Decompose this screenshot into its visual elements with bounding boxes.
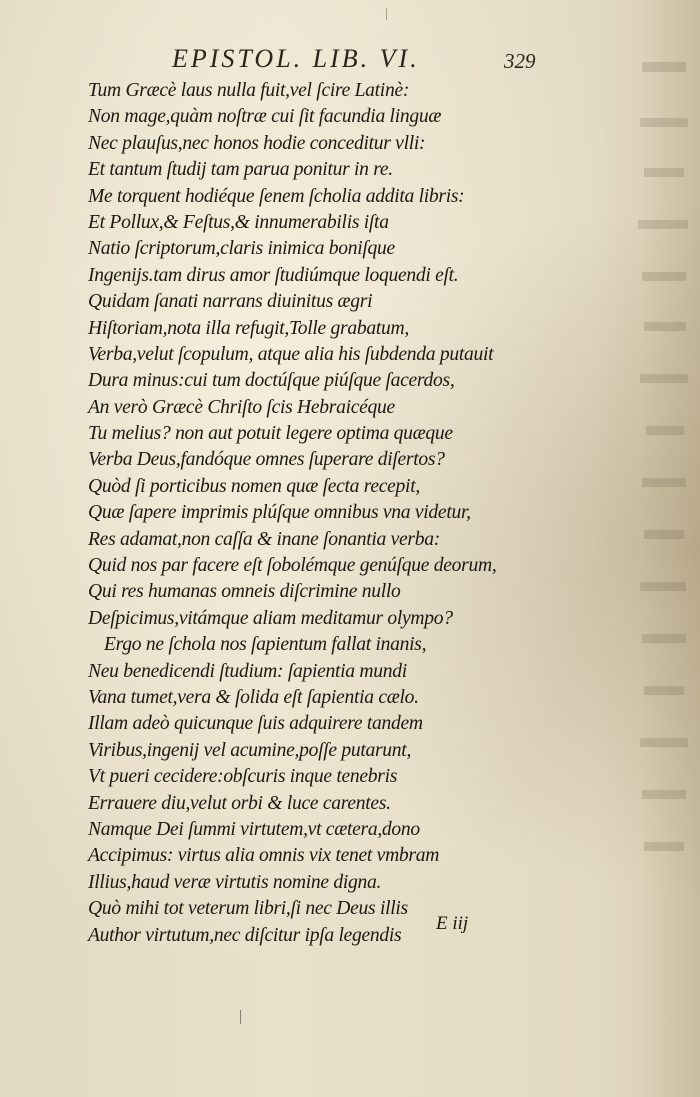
verse-line: Natio ſcriptorum,claris inimica boniſque [88, 238, 395, 260]
verse-line: Vt pueri cecidere:obſcuris inque tenebris [88, 766, 398, 788]
verse-line: Viribus,ingenij vel acumine,poſſe putarunt, [88, 739, 412, 761]
verse-line: Nec plauſus,nec honos hodie conceditur vlli: [88, 132, 426, 154]
verse-line: An verò Græcè Chriſto ſcis Hebraicéque [88, 396, 395, 418]
verse-line: Verba Deus,fandóque omnes ſuperare diſertos? [88, 449, 445, 471]
verse-list [88, 78, 558, 949]
verse-line: Errauere diu,velut orbi & luce carentes. [88, 792, 391, 814]
verse-line: Dura minus:cui tum doctúſque piúſque ſacerdos, [88, 370, 455, 392]
verse-line: Deſpicimus,vitámque aliam meditamur olympo? [88, 607, 453, 629]
page-edge-shadow [640, 0, 700, 1097]
folio-number: 329 [504, 49, 536, 73]
verse-line: Tum Græcè laus nulla fuit,vel ſcire Latinè: [88, 80, 410, 101]
verse-line: Et Pollux,& Feſtus,& innumerabilis iſta [88, 211, 389, 233]
verse-line: Accipimus: virtus alia omnis vix tenet vmbram [88, 845, 440, 867]
verse-line: Res adamat,non caſſa & inane ſonantia verba: [88, 528, 440, 550]
verse-line: Neu benedicendi ſtudium: ſapientia mundi [88, 660, 407, 682]
verse-line: Hiſtoriam,nota illa refugit,Tolle grabatum, [88, 317, 409, 339]
verse-line-indented: Ergo ne ſchola nos ſapientum fallat inanis, [104, 634, 427, 656]
verse-line: Quid nos par facere eſt ſobolémque genúſque deorum, [88, 555, 497, 577]
verse-line: Et tantum ſtudij tam parua ponitur in re. [88, 159, 393, 181]
verse-line: Quidam ſanati narrans diuinitus ægri [88, 291, 373, 313]
verse-line: Illam adeò quicunque ſuis adquirere tandem [88, 713, 423, 735]
verse-line: Vana tumet,vera & ſolida eſt ſapientia cælo. [88, 686, 419, 708]
signature-mark: E iij [436, 913, 469, 934]
verse-line: Ingenijs.tam dirus amor ſtudiúmque loquendi eſt. [88, 264, 459, 286]
verse-line: Qui res humanas omneis diſcrimine nullo [88, 581, 401, 603]
verse-line: Tu melius? non aut potuit legere optima quæque [88, 423, 453, 445]
verse-line: Namque Dei ſummi virtutem,vt cætera,dono [88, 818, 420, 840]
running-title: EPISTOL. LIB. VI. [172, 44, 420, 73]
verse-line: Author virtutum,nec diſcitur ipſa legendis [88, 924, 402, 946]
verse-line: Quæ ſapere imprimis plúſque omnibus vna videtur, [88, 502, 471, 524]
bleed-through-marks [634, 0, 694, 1097]
verse-line: Non mage,quàm noſtræ cui ſit facundia linguæ [88, 106, 442, 128]
verse-line: Me torquent hodiéque ſenem ſcholia addita libris: [88, 185, 465, 207]
paper-mark [386, 8, 387, 20]
verse-line: Quò mihi tot veterum libri,ſi nec Deus illis [88, 898, 408, 920]
verse-line: Illius,haud veræ virtutis nomine digna. [88, 871, 382, 893]
verse-line: Quòd ſi porticibus nomen quæ ſecta recepit, [88, 475, 420, 497]
paper-mark [240, 1010, 241, 1024]
verse-line: Verba,velut ſcopulum, atque alia his ſubdenda putauit [88, 343, 494, 365]
